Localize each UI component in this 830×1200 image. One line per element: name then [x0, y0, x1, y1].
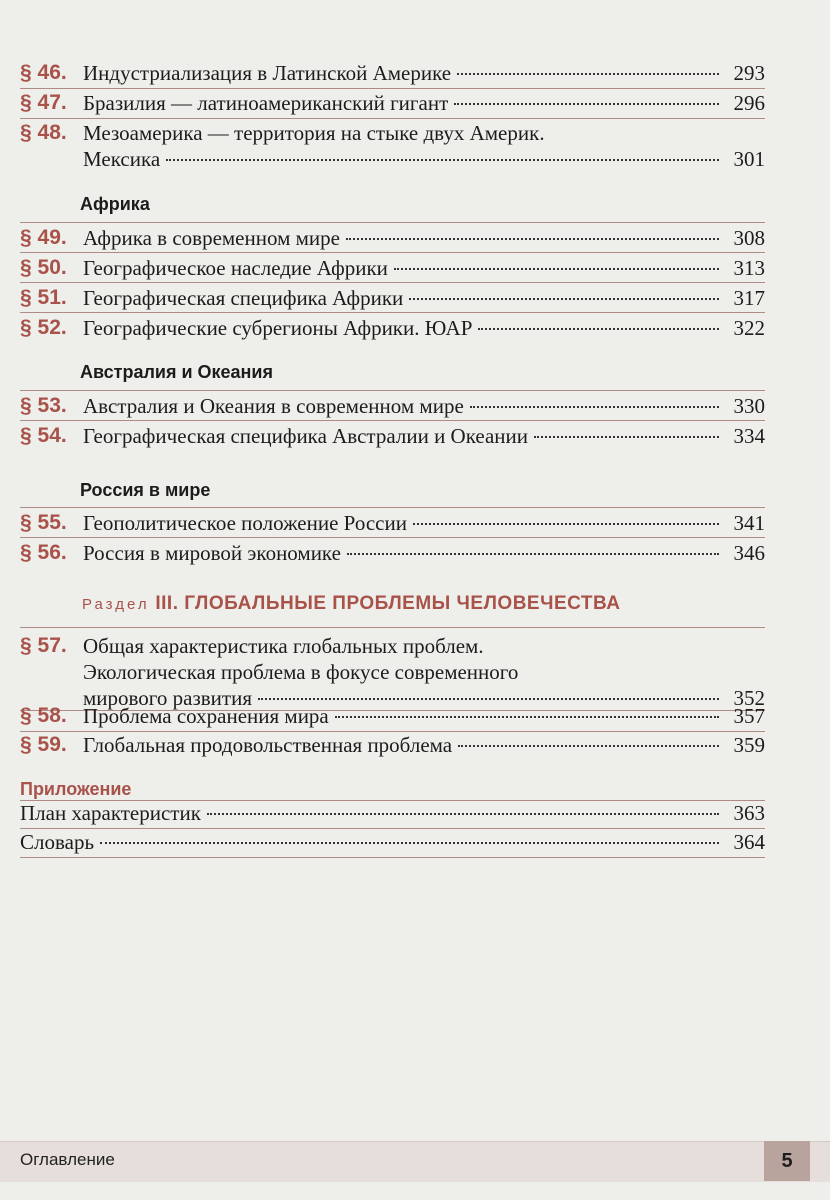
divider	[20, 222, 765, 223]
entry-title: Географическая специфика Австралии и Океании	[83, 424, 529, 448]
dot-leader	[413, 523, 719, 525]
part-heading	[82, 593, 620, 615]
page-number: 317	[733, 286, 765, 310]
divider	[20, 627, 765, 628]
dot-leader	[335, 716, 719, 718]
entry-title: Геополитическое положение России	[83, 511, 407, 535]
page-number: 301	[733, 147, 765, 171]
dot-leader	[534, 436, 719, 438]
entry-title-line: Экологическая проблема в фокусе современного	[83, 660, 519, 684]
divider	[20, 507, 765, 508]
entry-title-line: Общая характеристика глобальных проблем.	[83, 634, 484, 658]
section-number: § 57.	[20, 634, 67, 657]
page-number: 364	[733, 830, 765, 854]
page-number: 363	[733, 801, 765, 825]
dot-leader	[346, 238, 719, 240]
entry-title: Проблема сохранения мира	[83, 704, 329, 728]
page-number-box: 5	[764, 1141, 810, 1181]
dot-leader	[100, 842, 719, 844]
divider	[20, 857, 765, 858]
divider	[20, 88, 765, 89]
dot-leader	[470, 406, 719, 408]
page-number: 346	[733, 541, 765, 565]
dot-leader	[457, 73, 719, 75]
section-number: § 48.	[20, 121, 67, 144]
page-number: 308	[733, 226, 765, 250]
part-label: Раздел	[82, 596, 150, 613]
divider	[20, 118, 765, 119]
section-number: § 52.	[20, 316, 67, 339]
entry-title: Африка в современном мире	[83, 226, 340, 250]
dot-leader	[166, 159, 719, 161]
section-number: § 53.	[20, 394, 67, 417]
group-heading-russia: Россия в мире	[80, 480, 211, 500]
dot-leader	[207, 813, 719, 815]
entry-title: Словарь	[20, 830, 95, 854]
divider	[20, 282, 765, 283]
dot-leader	[258, 698, 719, 700]
section-number: § 51.	[20, 286, 67, 309]
page-number: 357	[733, 704, 765, 728]
entry-title: Австралия и Океания в современном мире	[83, 394, 464, 418]
entry-title-line: мирового развития	[83, 686, 252, 710]
page-number: 313	[733, 256, 765, 280]
section-number: § 47.	[20, 91, 67, 114]
footer-bar	[0, 1141, 830, 1182]
entry-title: Глобальная продовольственная проблема	[83, 733, 453, 757]
dot-leader	[454, 103, 719, 105]
page-number: 334	[733, 424, 765, 448]
part-title: III. ГЛОБАЛЬНЫЕ ПРОБЛЕМЫ ЧЕЛОВЕЧЕСТВА	[155, 593, 621, 614]
dot-leader	[394, 268, 719, 270]
running-footer-title: Оглавление	[20, 1150, 115, 1169]
section-number: § 46.	[20, 61, 67, 84]
group-heading-appendix: Приложение	[20, 779, 132, 799]
section-number: § 54.	[20, 424, 67, 447]
entry-title: План характеристик	[20, 801, 201, 825]
dot-leader	[478, 328, 719, 330]
group-heading-oceania: Австралия и Океания	[80, 362, 273, 382]
divider	[20, 390, 765, 391]
entry-title: Географическая специфика Африки	[83, 286, 404, 310]
section-number: § 58.	[20, 704, 67, 727]
group-heading-africa: Африка	[80, 194, 150, 214]
dot-leader	[409, 298, 719, 300]
divider	[20, 252, 765, 253]
section-number: § 56.	[20, 541, 67, 564]
page-number: 293	[733, 61, 765, 85]
dot-leader	[458, 745, 719, 747]
entry-title-line: Мезоамерика — территория на стыке двух Америк.	[83, 121, 545, 145]
section-number: § 50.	[20, 256, 67, 279]
entry-title-line: Мексика	[83, 147, 161, 171]
page-number: 341	[733, 511, 765, 535]
page-number: 352	[733, 686, 765, 710]
page-number: 359	[733, 733, 765, 757]
page-number: 296	[733, 91, 765, 115]
section-number: § 59.	[20, 733, 67, 756]
entry-title: Индустриализация в Латинской Америке	[83, 61, 452, 85]
entry-title: Географические субрегионы Африки. ЮАР	[83, 316, 473, 340]
page-number: 330	[733, 394, 765, 418]
divider	[20, 420, 765, 421]
divider	[20, 537, 765, 538]
entry-title: Россия в мировой экономике	[83, 541, 341, 565]
entry-title: Бразилия — латиноамериканский гигант	[83, 91, 449, 115]
divider	[20, 312, 765, 313]
section-number: § 49.	[20, 226, 67, 249]
section-number: § 55.	[20, 511, 67, 534]
dot-leader	[347, 553, 719, 555]
entry-title: Географическое наследие Африки	[83, 256, 388, 280]
page-number: 322	[733, 316, 765, 340]
